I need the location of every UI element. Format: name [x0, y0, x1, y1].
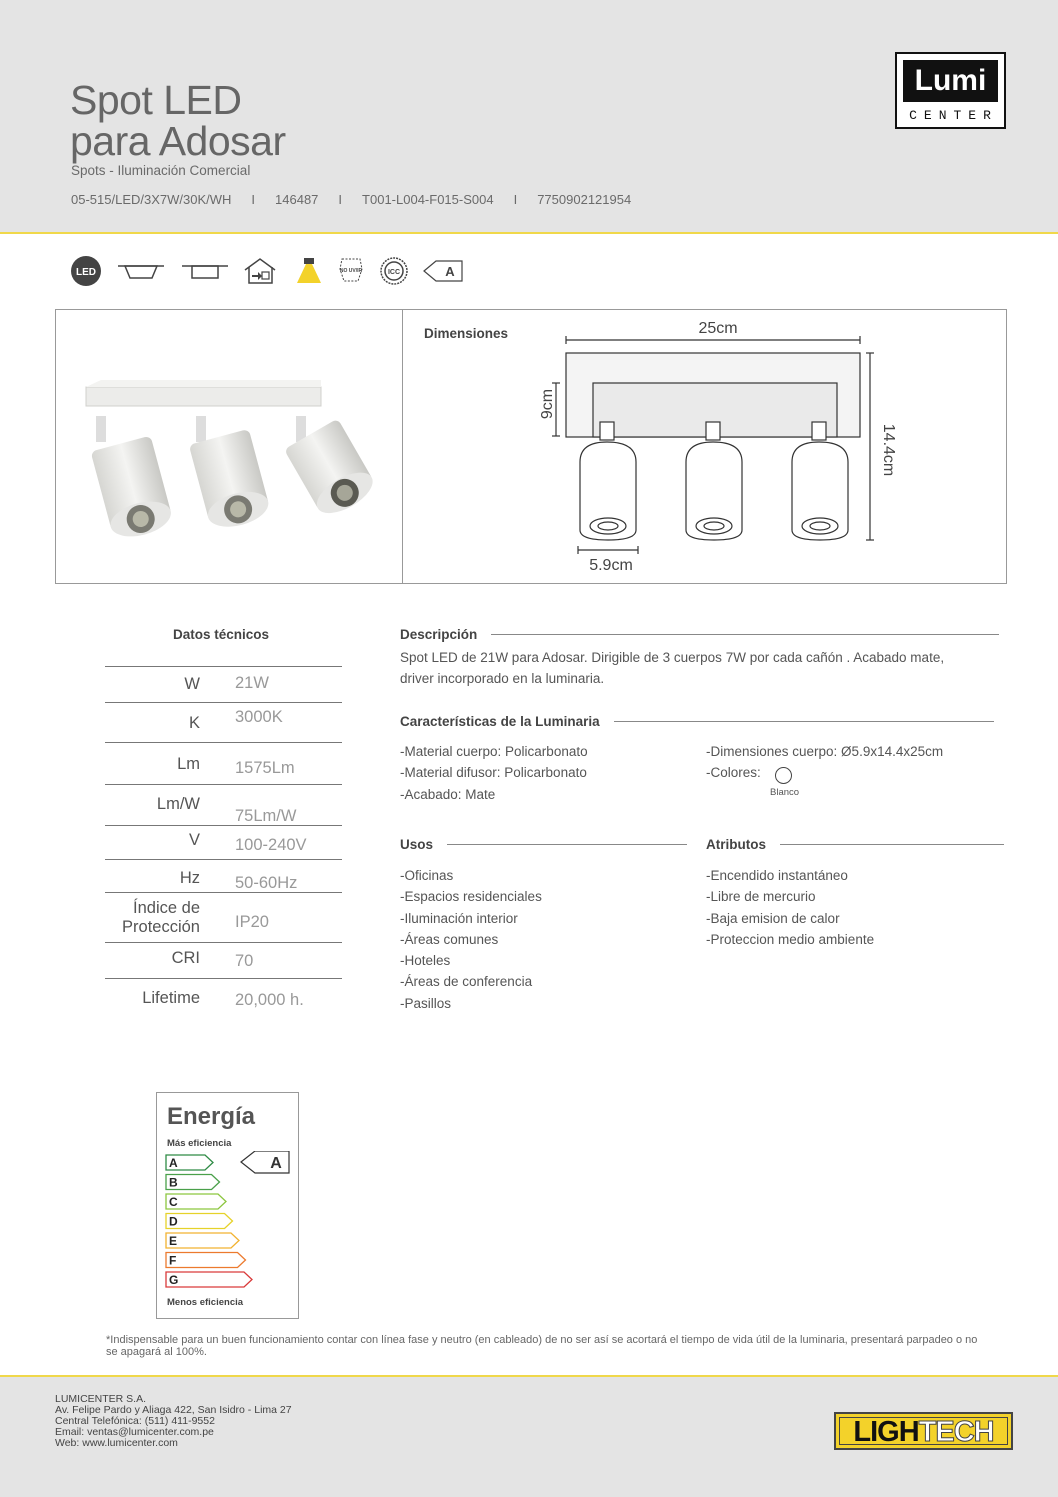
- icc-text: ICC: [387, 269, 401, 276]
- spec-value: 70: [235, 952, 254, 970]
- colors-label: -Colores:: [706, 765, 761, 781]
- product-subtitle: Spots - Iluminación Comercial: [71, 163, 251, 178]
- list-item: -Encendido instantáneo: [706, 868, 848, 883]
- code-separator: I: [513, 192, 518, 207]
- description-title: [400, 627, 999, 642]
- energy-rating-arrow: [241, 1151, 289, 1173]
- color-name: Blanco: [770, 787, 800, 798]
- barcode-number: 7750902121954: [537, 192, 632, 207]
- energy-label: [156, 1092, 299, 1319]
- energy-rating-label: A: [270, 1155, 282, 1172]
- spec-row-cri: [105, 942, 342, 978]
- spec-value: 3000K: [235, 708, 283, 726]
- spec-key: K: [188, 714, 200, 732]
- code-separator: I: [338, 192, 343, 207]
- company-web: Web: www.lumicenter.com: [55, 1437, 178, 1449]
- dim-width-label: 25cm: [698, 320, 738, 337]
- icc-certified-icon: [378, 255, 410, 287]
- description-line-1: Spot LED de 21W para Adosar. Dirigible de 3 cuerpos 7W por cada cañón . Acabado mate,: [400, 650, 945, 665]
- energy-class-a-icon: [422, 255, 466, 287]
- energy-class-label-b: B: [169, 1175, 178, 1190]
- dim-body-height-label: 9cm: [539, 388, 556, 420]
- energy-class-text: A: [445, 264, 455, 279]
- section-rule: [780, 844, 1004, 845]
- features-title: [400, 714, 994, 729]
- uses-list: [400, 865, 542, 1014]
- spec-key: Hz: [179, 869, 200, 887]
- list-item: -Hoteles: [400, 953, 451, 969]
- product-title: [70, 77, 286, 164]
- tech-data-table: [105, 666, 342, 1018]
- energy-less-efficiency: Menos eficiencia: [167, 1297, 244, 1308]
- title-line-1: Spot LED: [70, 77, 242, 123]
- spec-value: 100-240V: [235, 836, 307, 854]
- sku-code: 146487: [275, 192, 319, 207]
- lumicenter-logo: [895, 52, 1006, 129]
- recessed-trapezoid-icon: [116, 255, 166, 287]
- energy-class-label-e: E: [169, 1234, 178, 1248]
- list-item: -Oficinas: [400, 868, 454, 883]
- internal-code: T001-L004-F015-S004: [362, 192, 494, 207]
- list-item: -Dimensiones cuerpo: Ø5.9x14.4x25cm: [706, 744, 944, 759]
- brand-part-1: LIGH: [853, 1416, 919, 1448]
- uses-title-text: Usos: [400, 837, 434, 852]
- list-item: -Áreas comunes: [400, 931, 499, 947]
- dimensions-label: Dimensiones: [424, 326, 509, 341]
- spec-key: Lifetime: [142, 989, 200, 1007]
- energy-class-label-d: D: [169, 1214, 178, 1229]
- energy-class-bars: [165, 1151, 295, 1293]
- surface-rectangle-icon: [180, 255, 230, 287]
- dim-total-height-label: 14.4cm: [880, 423, 897, 477]
- no-uvir-text: NO UV/IR: [339, 268, 363, 274]
- spec-value: 1575Lm: [235, 759, 295, 777]
- section-rule: [447, 844, 687, 845]
- product-photo: [81, 380, 391, 540]
- spec-row-k: [105, 702, 342, 742]
- dimension-drawing: [520, 312, 900, 582]
- list-item: -Material difusor: Policarbonato: [400, 765, 587, 781]
- spec-key: Lm: [177, 755, 200, 773]
- energy-title: Energía: [167, 1103, 256, 1130]
- product-codes: [71, 192, 631, 207]
- indoor-house-icon: [242, 255, 282, 287]
- spec-row-lmw: [105, 784, 342, 825]
- energy-class-arrow-f: [166, 1253, 246, 1268]
- company-address: Av. Felipe Pardo y Aliaga 422, San Isidro - Lima 27: [55, 1404, 292, 1416]
- list-item: -Material cuerpo: Policarbonato: [400, 744, 588, 759]
- company-email: Email: ventas@lumicenter.com.pe: [55, 1426, 214, 1438]
- title-line-2: para Adosar: [70, 118, 286, 164]
- spec-value: 20,000 h.: [235, 991, 304, 1009]
- lightech-logo-inner: [839, 1416, 1008, 1448]
- logo-top-text: Lumi: [903, 60, 998, 102]
- spec-value: 21W: [235, 674, 269, 692]
- energy-class-label-a: A: [169, 1156, 178, 1170]
- attributes-title-text: Atributos: [706, 837, 766, 852]
- spec-row-v: [105, 825, 342, 859]
- features-list-left: [400, 741, 588, 805]
- lightech-logo: [834, 1412, 1013, 1450]
- spec-row-lm: [105, 742, 342, 784]
- spec-row-lifetime: [105, 978, 342, 1018]
- energy-class-label-f: F: [169, 1253, 177, 1268]
- logo-bottom-text: CENTER: [909, 108, 998, 123]
- spec-key: [122, 899, 200, 937]
- list-item: -Acabado: Mate: [400, 786, 496, 802]
- energy-more-efficiency: Más eficiencia: [167, 1138, 232, 1149]
- spec-value: 75Lm/W: [235, 807, 297, 825]
- spec-row-w: [105, 666, 342, 702]
- energy-class-arrow-g: [166, 1272, 252, 1287]
- attributes-list: [706, 865, 874, 950]
- footnote: *Indispensable para un buen funcionamiento contar con línea fase y neutro (en cableado) de no ser así se acortará el tiempo de vida útil de la luminaria, presentará parpadeo o no se apagará al 100%.: [106, 1334, 978, 1358]
- spec-row-ip: [105, 892, 342, 942]
- section-rule: [614, 721, 994, 722]
- spec-value: 50-60Hz: [235, 874, 298, 892]
- description-line-2: driver incorporado en la luminaria.: [400, 671, 605, 686]
- energy-class-label-c: C: [169, 1195, 178, 1209]
- dim-diameter-label: 5.9cm: [589, 557, 633, 574]
- product-box-divider: [402, 310, 403, 583]
- energy-class-label-g: G: [169, 1273, 179, 1287]
- list-item: -Proteccion medio ambiente: [706, 931, 875, 947]
- company-name: LUMICENTER S.A.: [55, 1393, 147, 1405]
- spec-key: V: [188, 831, 200, 849]
- tech-data-title: Datos técnicos: [173, 627, 270, 642]
- uses-title: [400, 837, 687, 852]
- spec-key: W: [184, 675, 200, 693]
- spec-key: Lm/W: [156, 795, 200, 813]
- attributes-title: [706, 837, 1004, 852]
- spec-row-hz: [105, 859, 342, 892]
- list-item: -Pasillos: [400, 995, 452, 1011]
- list-item: -Espacios residenciales: [400, 889, 542, 905]
- list-item: -Iluminación interior: [400, 910, 518, 926]
- brand-part-2: TECH: [918, 1416, 994, 1448]
- led-badge-text: LED: [76, 267, 96, 278]
- no-uvir-icon: [336, 255, 366, 287]
- spec-value: IP20: [235, 913, 269, 931]
- description-title-text: Descripción: [400, 627, 478, 642]
- features-list-right: [706, 741, 943, 784]
- light-beam-icon: [294, 255, 324, 287]
- led-badge-icon: [70, 255, 102, 287]
- features-title-text: Características de la Luminaria: [400, 714, 600, 729]
- list-item: -Baja emision de calor: [706, 910, 840, 926]
- spec-key-line2: Protección: [122, 918, 200, 936]
- code-separator: I: [251, 192, 256, 207]
- section-rule: [491, 634, 999, 635]
- description-text: [400, 647, 944, 689]
- company-info: [55, 1394, 292, 1449]
- list-item: -Áreas de conferencia: [400, 974, 533, 990]
- list-item: -Libre de mercurio: [706, 889, 816, 905]
- color-swatch-white: [775, 767, 792, 784]
- spec-key: CRI: [171, 949, 200, 967]
- company-phone: Central Telefónica: (511) 411-9552: [55, 1415, 215, 1427]
- product-code: 05-515/LED/3X7W/30K/WH: [71, 192, 232, 207]
- spec-key-line1: Índice de: [133, 899, 200, 917]
